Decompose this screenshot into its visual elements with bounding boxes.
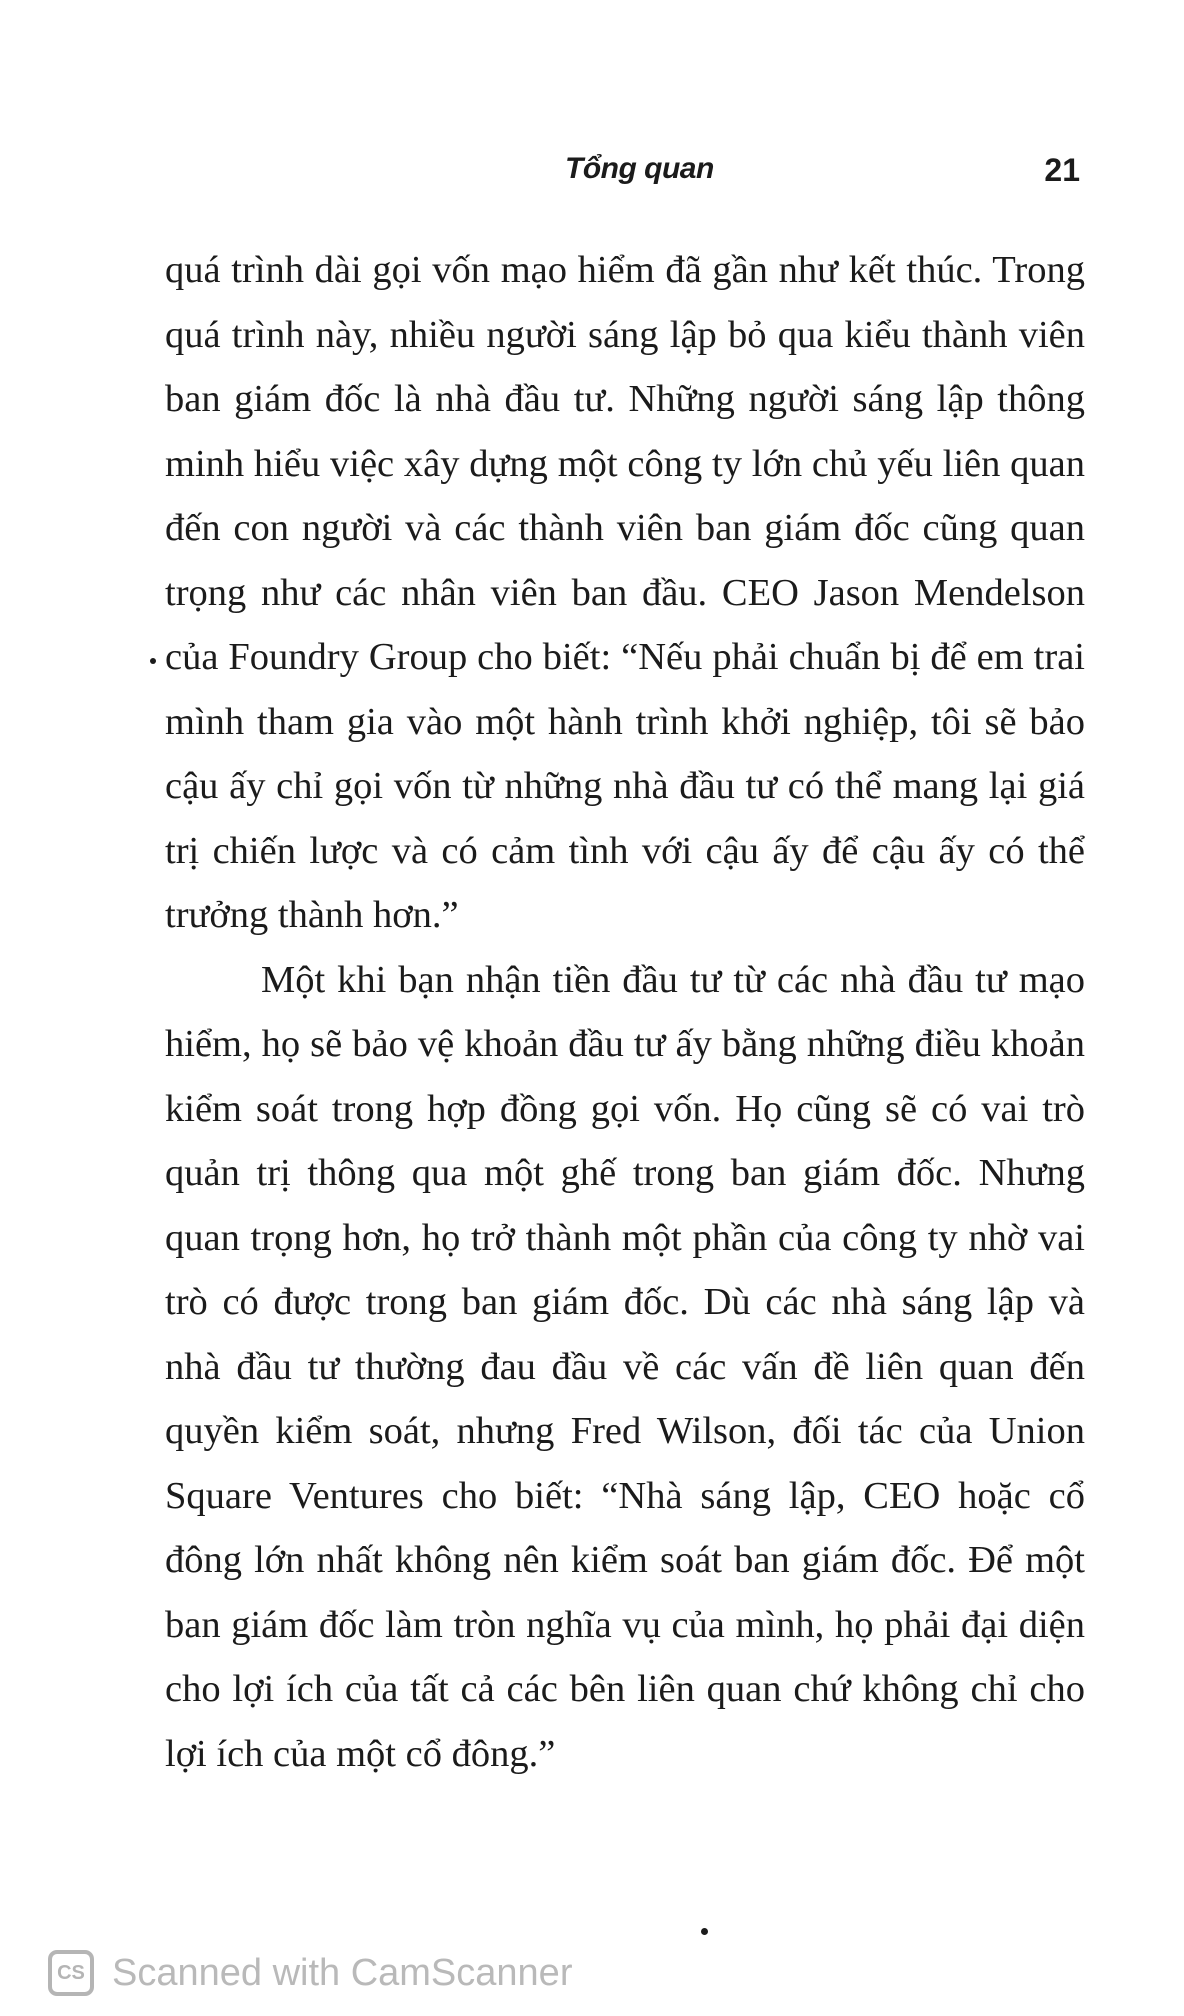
page-number: 21 xyxy=(1044,152,1080,188)
scanner-watermark xyxy=(48,1945,572,2001)
scan-speck xyxy=(701,1928,708,1935)
scan-speck xyxy=(150,658,156,664)
running-title: Tổng quan xyxy=(565,152,714,185)
paragraph-2: Một khi bạn nhận tiền đầu tư từ các nhà đầu tư mạo hiểm, họ sẽ bảo vệ khoản đầu tư ấy bằng những điều khoản kiểm soát trong hợp đồng gọi vốn. Họ cũng sẽ có vai trò quản trị thông qua một ghế trong ban giám đốc. Nhưng quan trọng hơn, họ trở thành một phần của công ty nhờ vai trò có được trong ban giám đốc. Dù các nhà sáng lập và nhà đầu tư thường đau đầu về các vấn đề liên quan đến quyền kiểm soát, nhưng Fred Wilson, đối tác của Union Square Ventures cho biết: “Nhà sáng lập, CEO hoặc cổ đông lớn nhất không nên kiểm soát ban giám đốc. Để một ban giám đốc làm tròn nghĩa vụ của mình, họ phải đại diện cho lợi ích của tất cả các bên liên quan chứ không chỉ cho lợi ích của một cổ đông.” xyxy=(165,958,1085,1775)
camscanner-logo-icon: CS xyxy=(48,1950,94,1996)
body-text xyxy=(165,238,1085,1786)
page-header xyxy=(160,152,1080,192)
scanner-watermark-text: Scanned with CamScanner xyxy=(112,1951,573,1994)
paragraph-1: quá trình dài gọi vốn mạo hiểm đã gần như kết thúc. Trong quá trình này, nhiều người sáng lập bỏ qua kiểu thành viên ban giám đốc là nhà đầu tư. Những người sáng lập thông minh hiểu việc xây dựng một công ty lớn chủ yếu liên quan đến con người và các thành viên ban giám đốc cũng quan trọng như các nhân viên ban đầu. CEO Jason Mendelson của Foundry Group cho biết: “Nếu phải chuẩn bị để em trai mình tham gia vào một hành trình khởi nghiệp, tôi sẽ bảo cậu ấy chỉ gọi vốn từ những nhà đầu tư có thể mang lại giá trị chiến lược và có cảm tình với cậu ấy để cậu ấy có thể trưởng thành hơn.” xyxy=(165,249,1085,936)
